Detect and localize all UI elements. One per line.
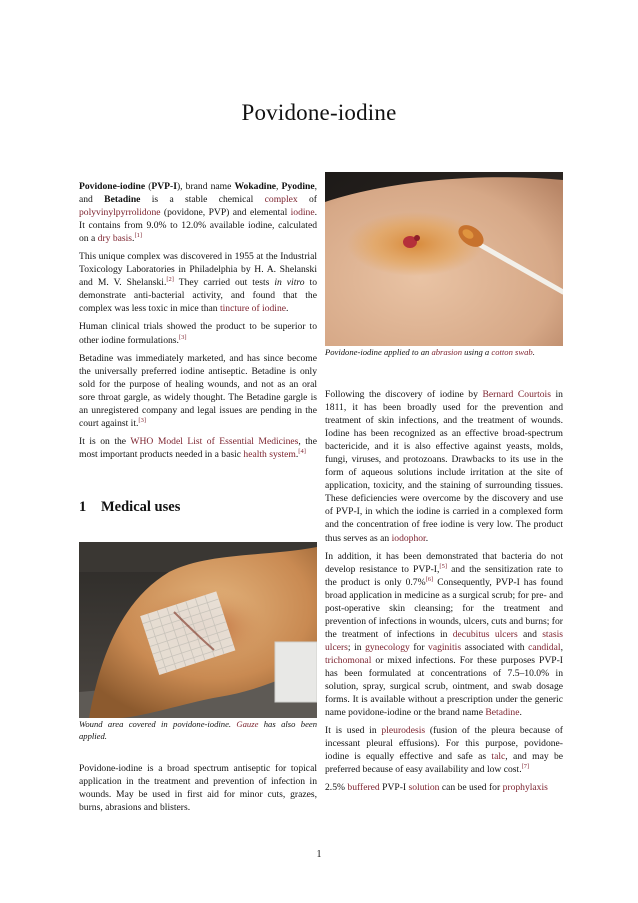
swab-photo [325, 172, 563, 346]
history-paragraph [79, 250, 317, 315]
link-stasis-ulcers[interactable]: stasis ulcers [325, 628, 563, 653]
text: and the sensitization rate to the product is only 0.7% [325, 563, 563, 588]
text: They carried out tests [173, 277, 275, 289]
text: , [276, 181, 282, 192]
ref-1[interactable]: [1] [134, 232, 143, 240]
text: of [297, 194, 317, 206]
text: ), brand name [176, 181, 235, 192]
text: In addition, it has been demonstrated that bacteria do not develop resistance to PVP-I, [325, 550, 563, 575]
section-title: Medical uses [101, 498, 181, 515]
text: Povidone-iodine applied to an [325, 347, 432, 357]
link-decubitus-ulcers[interactable]: decubitus ulcers [452, 628, 518, 640]
resistance-paragraph [325, 550, 563, 720]
section-number: 1 [79, 498, 87, 515]
bold-term: Povidone-iodine [79, 181, 146, 192]
text: It is used in [325, 725, 382, 737]
link-gynecology[interactable]: gynecology [365, 641, 410, 653]
link-prophylaxis[interactable]: prophylaxis [502, 782, 548, 794]
discovery-paragraph [325, 388, 563, 545]
who-paragraph [79, 435, 317, 461]
ref-4[interactable]: [4] [298, 447, 306, 455]
text: in 1811, it has been broadly used for the prevention and treatment of skin infections, and the treatment of wounds. Iodine has been recognized as an effective broad-spectrum bactericide, and it is also effective against yeasts, molds, fungi, viruses, and protozoans. Drawbacks to its use in the form of aqueous solutions include irritation at the site of application, toxicity, and the staining of surrounding tissues. These deficiencies were overcome by the discovery and use of PVP-I, in which the iodine is carried in a complexed form and the concentration of free iodine is very low. The product thus serves as an [325, 389, 563, 544]
text: associated with [461, 641, 529, 653]
ref-3[interactable]: [3] [178, 333, 187, 341]
ref-5[interactable]: [5] [439, 562, 447, 570]
text: Betadine was immediately marketed, and has since become the universally preferred iodine antiseptic. Betadine is only sold for the purpose of healing wounds, and not as an oral sore throat gargle, as widely thought. The Betadine gargle is an unregistered company and legal issues are pending in the court against it. [79, 352, 317, 429]
link-talc[interactable]: talc [491, 751, 506, 763]
bold-term: PVP-I [151, 181, 177, 192]
text: Following the discovery of iodine by [325, 389, 483, 400]
ref-7[interactable]: [7] [521, 763, 530, 771]
text: , and [79, 181, 317, 206]
figure-2-caption [79, 718, 317, 742]
link-buffered[interactable]: buffered [347, 782, 380, 794]
section-heading-medical-uses [79, 498, 317, 516]
figure-1-caption [325, 346, 563, 358]
text: . It contains from 9.0% to 12.0% available iodine, calculated on a [79, 207, 317, 245]
bold-term: Pyodine [281, 181, 315, 192]
link-iodophor[interactable]: iodophor [391, 532, 426, 544]
text: using a [462, 347, 492, 357]
text: to demonstrate anti-bacterial activity, and found that the complex was less toxic in mice than [79, 277, 317, 315]
ref-6[interactable]: [6] [425, 575, 434, 583]
link-gauze[interactable]: Gauze [236, 718, 259, 729]
buffered-paragraph [325, 781, 563, 794]
pleurodesis-paragraph [325, 724, 563, 776]
link-polyvinylpyrrolidone[interactable]: polyvinylpyrrolidone [79, 207, 161, 219]
right-column [325, 172, 563, 799]
link-complex[interactable]: complex [264, 194, 298, 206]
text: . [532, 347, 535, 357]
text: ( [145, 181, 152, 192]
link-tincture-of-iodine[interactable]: tincture of iodine [219, 303, 287, 315]
market-paragraph [79, 352, 317, 430]
italic-term: in vitro [274, 277, 305, 289]
text: , the most important products needed in a basic [79, 435, 317, 460]
figure-swab[interactable] [325, 172, 563, 346]
text: and [517, 628, 543, 640]
ref-2[interactable]: [2] [166, 276, 174, 284]
bold-term: Betadine [104, 194, 141, 206]
link-bernard-courtois[interactable]: Bernard Courtois [482, 389, 551, 400]
text: for [409, 641, 429, 653]
link-candidal[interactable]: candidal [528, 641, 561, 653]
link-health-system[interactable]: health system [243, 448, 296, 460]
text: . [519, 707, 522, 719]
link-abrasion[interactable]: abrasion [431, 347, 463, 357]
text: is a stable chemical [140, 194, 265, 206]
text: It is on the [79, 435, 131, 447]
trials-paragraph [79, 320, 317, 346]
link-pleurodesis[interactable]: pleurodesis [381, 725, 426, 737]
text: , and may be preferred because of easy availability and low cost. [325, 751, 563, 776]
knee-wound-photo [79, 542, 317, 718]
link-vaginitis[interactable]: vaginitis [428, 641, 462, 653]
text: (fusion of the pleura because of incessant pleural effusions). For this purpose, povidone-iodine is equally effective and safe as [325, 725, 563, 763]
text: (povidone, PVP) and elemental [160, 207, 291, 219]
text: , [560, 641, 563, 653]
text: . [286, 303, 289, 315]
text: has also been applied. [79, 718, 317, 741]
link-who-list[interactable]: WHO Model List of Essential Medicines [130, 435, 299, 447]
link-trichomonal[interactable]: trichomonal [325, 654, 372, 666]
ref-3b[interactable]: [3] [138, 416, 147, 424]
link-iodine[interactable]: iodine [290, 207, 315, 219]
intro-paragraph [79, 180, 317, 245]
text: . [295, 448, 299, 460]
text: This unique complex was discovered in 1955 at the Industrial Toxicology Laboratories in Philadelphia by H. A. Shelanski and M. V. Shelanski. [79, 251, 317, 289]
page-title: Povidone-iodine [241, 100, 397, 125]
text: ; in [347, 641, 366, 653]
left-column [79, 180, 317, 819]
text: Consequently, PVP-I has found broad application in medicine as a surgical scrub; for pre- and post-operative skin cleansing; for the treatment and prevention of infections in wounds, ulcers, cuts and burns; for the treatment of infections in [325, 576, 564, 640]
text: Wound area covered in povidone-iodine. [79, 718, 237, 729]
text: 2.5% [325, 782, 348, 794]
text: PVP-I [379, 782, 409, 794]
link-cotton-swab[interactable]: cotton swab [491, 347, 533, 357]
link-betadine[interactable]: Betadine [485, 707, 520, 719]
text: . [132, 233, 135, 245]
text: Human clinical trials showed the product to be superior to other iodine formulations. [79, 321, 317, 346]
medical-paragraph: Povidone-iodine is a broad spectrum antiseptic for topical application in the treatment and prevention of infection in wounds. May be used in first aid for minor cuts, grazes, burns, abrasions and blisters. [79, 762, 317, 814]
link-solution[interactable]: solution [408, 782, 440, 794]
text: . [425, 532, 429, 544]
page-number: 1 [316, 849, 322, 860]
text: can be used for [439, 782, 503, 794]
figure-knee-wound[interactable] [79, 542, 317, 718]
link-dry-basis[interactable]: dry basis [97, 233, 133, 245]
text: or mixed infections. For these purposes PVP-I has been formulated at concentrations of 7.5–10.0% in solution, spray, surgical scrub, ointment, and swab dosage forms. It is available without a prescription under the generic name povidone-iodine or the brand name [325, 654, 563, 719]
bold-term: Wokadine [234, 181, 277, 192]
